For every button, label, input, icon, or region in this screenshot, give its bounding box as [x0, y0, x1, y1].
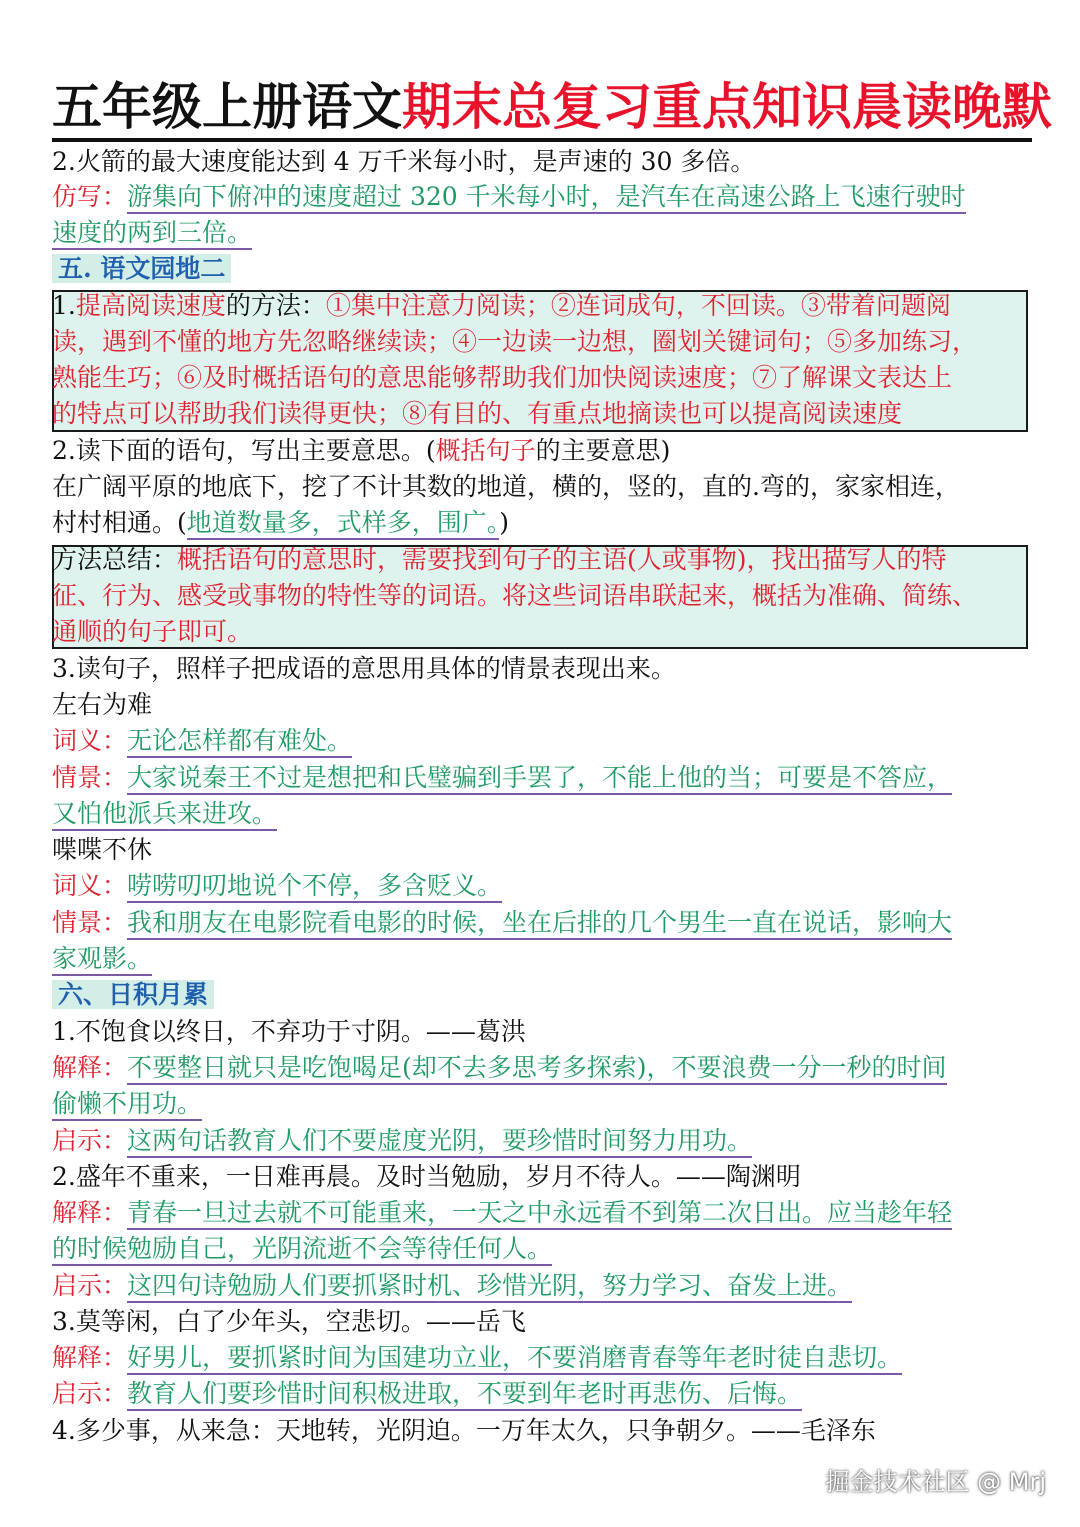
text-line [52, 615, 252, 649]
text-line [52, 506, 509, 540]
text-segment: 好男儿，要抓紧时间为国建功立业，不要消磨青春等年老时徒自悲切。 [127, 1343, 902, 1375]
text-line [52, 579, 977, 613]
text-segment: 的主要意思) [535, 436, 671, 465]
text-segment: 这两句话教育人们不要虚度光阴，要珍惜时间努力用功。 [127, 1126, 752, 1158]
text-segment: 六、日积月累 [52, 980, 214, 1009]
text-segment: 的特点可以帮助我们读得更快；⑧有目的、有重点地摘读也可以提高阅读速度 [52, 399, 903, 428]
text-segment: 概括语句的意思时，需要找到句子的主语(人或事物)，找出描写人的特 [177, 545, 947, 574]
text-segment: 方法总结： [52, 545, 178, 574]
text-line [52, 1305, 526, 1339]
text-segment: 唠唠叨叨地说个不停，多含贬义。 [127, 871, 502, 903]
text-segment: 教育人们要珍惜时间积极进取，不要到年老时再悲伤、后悔。 [127, 1379, 802, 1411]
text-line [52, 543, 947, 577]
text-segment: 情景： [52, 763, 128, 792]
title-part-black: 五年级上册语文 [52, 78, 402, 136]
text-line [52, 1196, 952, 1230]
text-line [52, 652, 676, 686]
text-line [52, 761, 952, 795]
text-segment: 1.不饱食以终日，不弃功于寸阴。——葛洪 [52, 1017, 526, 1046]
text-line [52, 1269, 852, 1303]
text-segment: 无论怎样都有难处。 [127, 726, 352, 758]
text-segment: 大家说秦王不过是想把和氏璧骗到手罢了，不能上他的当；可要是不答应， [127, 763, 952, 795]
text-segment: 概括句子 [435, 436, 536, 465]
text-segment: 4.多少事，从来急：天地转，光阴迫。一万年太久，只争朝夕。——毛泽东 [52, 1416, 876, 1445]
text-segment: 解释： [52, 1053, 128, 1082]
text-line [52, 325, 977, 359]
text-line [52, 180, 966, 214]
text-line [52, 797, 277, 831]
text-line [52, 289, 951, 323]
text-line [52, 1160, 801, 1194]
text-segment: 读，遇到不懂的地方先忽略继续读；④一边读一边想，圈划关键词句；⑤多加练习， [52, 327, 978, 356]
text-segment: 又怕他派兵来进攻。 [52, 799, 277, 831]
text-line [52, 145, 755, 179]
text-line [52, 688, 152, 722]
text-segment: 的时候勉励自己，光阴流逝不会等待任何人。 [52, 1234, 552, 1266]
text-segment: 家观影。 [52, 944, 152, 976]
text-line [52, 724, 352, 758]
text-segment: 青春一旦过去就不可能重来，一天之中永远看不到第二次日出。应当趁年轻 [127, 1198, 952, 1230]
text-segment: ) [499, 508, 510, 537]
text-segment: 2.读下面的语句，写出主要意思。( [52, 436, 436, 465]
text-line [52, 978, 214, 1012]
text-segment: 通顺的句子即可。 [52, 617, 253, 646]
text-segment: 解释： [52, 1343, 128, 1372]
text-line [52, 1015, 526, 1049]
text-segment: 速度的两到三倍。 [52, 218, 252, 250]
text-segment: 启示： [52, 1379, 128, 1408]
watermark: 掘金技术社区 @ Mrj [825, 1468, 1046, 1496]
text-segment: 左右为难 [52, 690, 153, 719]
text-segment: 喋喋不休 [52, 835, 153, 864]
text-segment: 2.火箭的最大速度能达到 4 万千米每小时，是声速的 30 多倍。 [52, 147, 756, 176]
text-line [52, 1341, 902, 1375]
text-segment: 村村相通。( [52, 508, 187, 537]
text-segment: ①集中注意力阅读；②连词成句，不回读。③带着问题阅 [325, 291, 951, 320]
text-segment: 启示： [52, 1126, 128, 1155]
text-line [52, 1414, 876, 1448]
text-line [52, 833, 152, 867]
text-segment: 3.读句子，照样子把成语的意思用具体的情景表现出来。 [52, 654, 676, 683]
text-segment: 词义： [52, 726, 128, 755]
text-line [52, 1124, 752, 1158]
page-title [52, 76, 1052, 142]
text-line [52, 1087, 202, 1121]
text-segment: 征、行为、感受或事物的特性等的词语。将这些词语串联起来，概括为准确、简练、 [52, 581, 978, 610]
text-segment: 启示： [52, 1271, 128, 1300]
text-segment: 仿写： [52, 182, 128, 211]
text-segment: 五. 语文园地二 [52, 254, 231, 283]
text-segment: 在广阔平原的地底下，挖了不计其数的地道，横的，竖的，直的.弯的，家家相连， [52, 472, 960, 501]
text-segment: 3.莫等闲，白了少年头，空悲切。——岳飞 [52, 1307, 526, 1336]
text-segment: 游集向下俯冲的速度超过 320 千米每小时，是汽车在高速公路上飞速行驶时 [127, 182, 966, 214]
text-line [52, 1051, 947, 1085]
text-segment: 的方法： [225, 291, 326, 320]
text-segment: 我和朋友在电影院看电影的时候，坐在后排的几个男生一直在说话，影响大 [127, 908, 952, 940]
text-line [52, 216, 252, 250]
text-line [52, 252, 231, 286]
text-line [52, 942, 152, 976]
text-segment: 解释： [52, 1198, 128, 1227]
text-line [52, 397, 902, 431]
text-segment: 2.盛年不重来，一日难再晨。及时当勉励，岁月不待人。——陶渊明 [52, 1162, 801, 1191]
text-line [52, 1232, 552, 1266]
text-segment: 1. [52, 291, 76, 320]
text-line [52, 869, 502, 903]
text-line [52, 470, 960, 504]
text-segment: 熟能生巧；⑥及时概括语句的意思能够帮助我们加快阅读速度；⑦了解课文表达上 [52, 363, 953, 392]
text-line [52, 1377, 802, 1411]
text-line [52, 361, 952, 395]
text-segment: 不要整日就只是吃饱喝足(却不去多思考多探索)，不要浪费一分一秒的时间 [127, 1053, 947, 1085]
text-segment: 词义： [52, 871, 128, 900]
text-segment: 地道数量多，式样多，围广。 [187, 508, 500, 540]
text-segment: 情景： [52, 908, 128, 937]
text-segment: 偷懒不用功。 [52, 1089, 202, 1121]
text-line [52, 434, 670, 468]
text-segment: 这四句诗勉励人们要抓紧时机、珍惜光阴，努力学习、奋发上进。 [127, 1271, 852, 1303]
text-segment: 提高阅读速度 [75, 291, 226, 320]
text-line [52, 906, 952, 940]
title-part-red: 期末总复习重点知识晨读晚默 [402, 78, 1052, 136]
